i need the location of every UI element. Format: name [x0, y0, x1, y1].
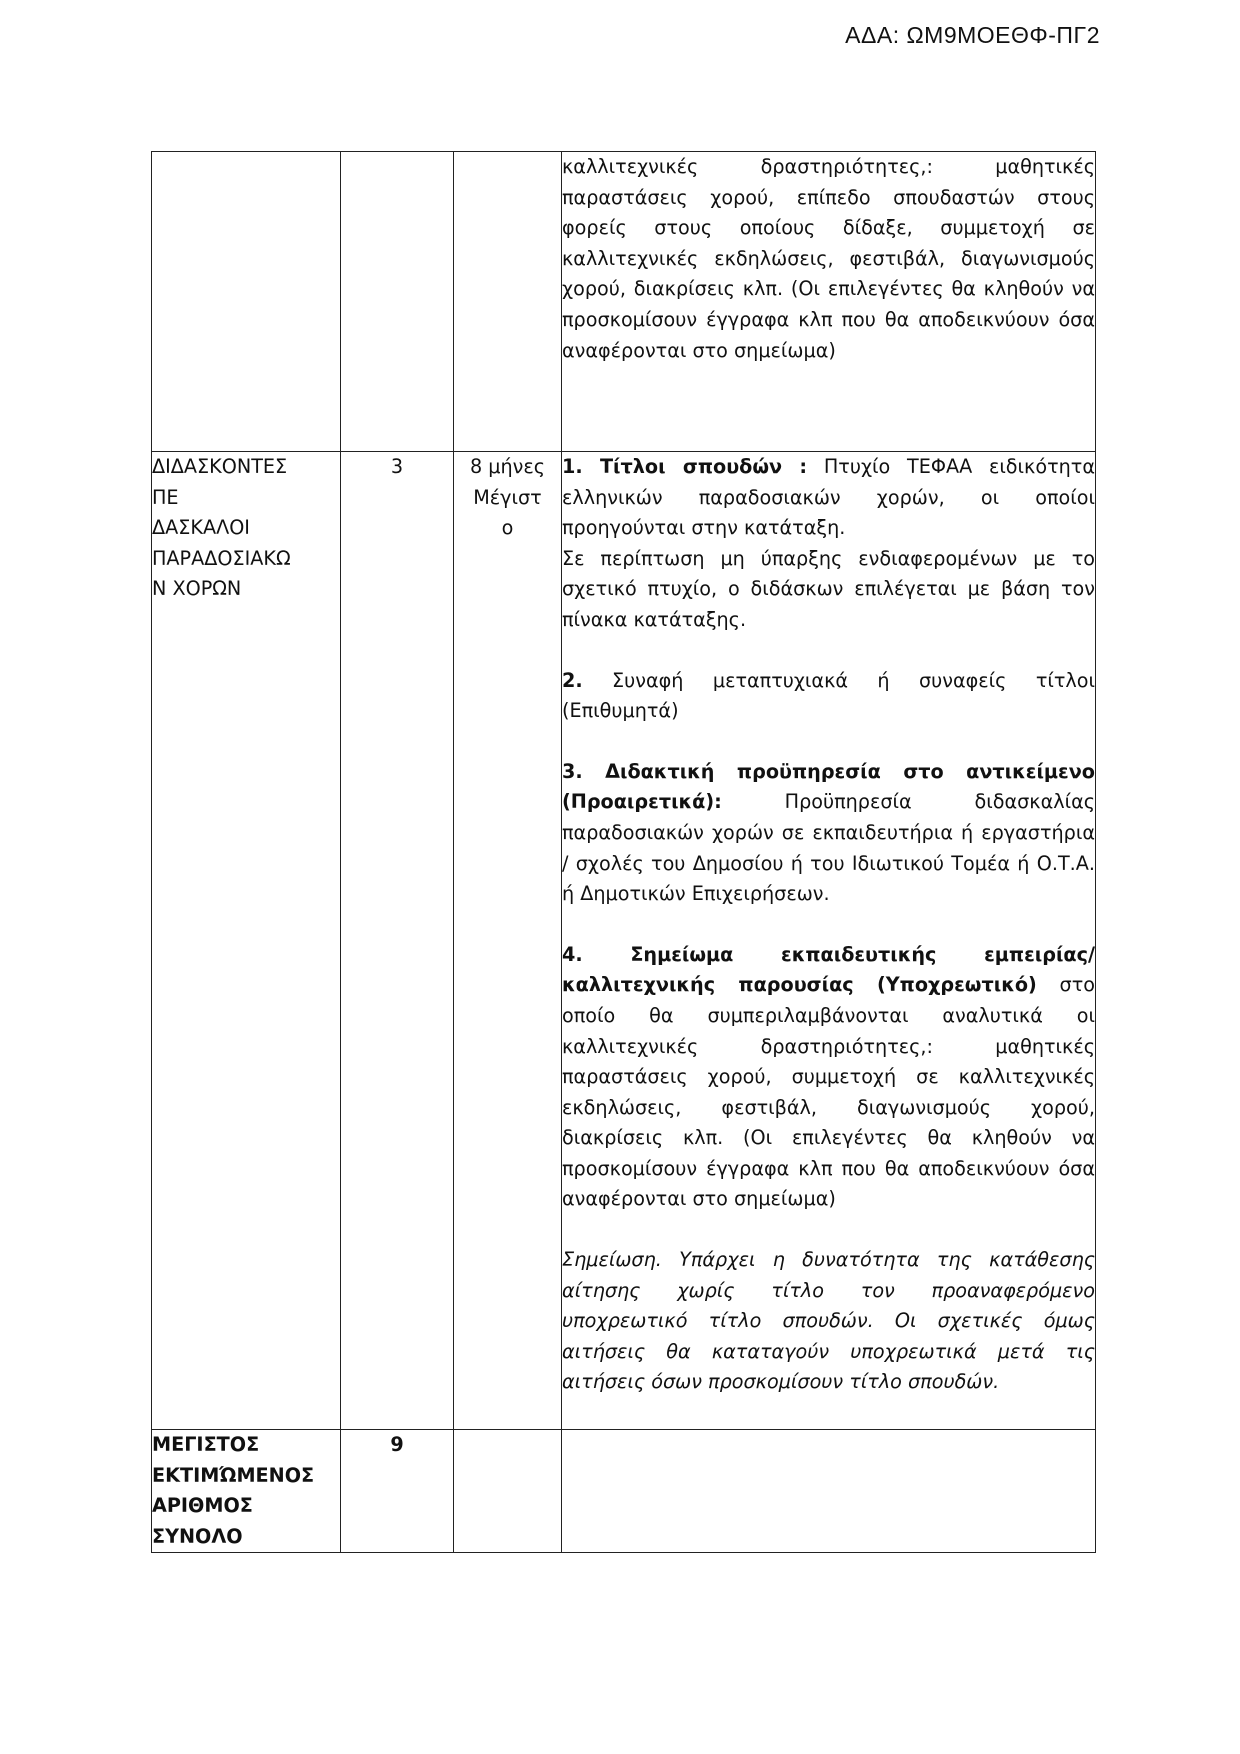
- table-row-teachers: [152, 452, 1096, 1430]
- total-label-cell: [152, 1430, 341, 1553]
- duration-cell: [454, 152, 562, 452]
- requirement-4: [562, 940, 1095, 1215]
- category-cell: [152, 152, 341, 452]
- requirements-cell: [562, 1430, 1096, 1553]
- requirement-1-extra: Σε περίπτωση μη ύπαρξης ενδιαφερομένων με το σχετικό πτυχίο, ο διδάσκων επιλέγεται με βάση τον πίνακα κατάταξης.: [562, 546, 1095, 631]
- total-label-line: ΑΡΙΘΜΟΣ: [152, 1494, 253, 1518]
- positions-table: [151, 151, 1096, 1553]
- total-label-line: ΕΚΤΙΜΏΜΕΝΟΣ: [152, 1463, 315, 1487]
- continuation-text: καλλιτεχνικές δραστηριότητες,: μαθητικές παραστάσεις χορού, επίπεδο σπουδαστών στους φορείς στους οποίους δίδαξε, συμμετοχή σε καλλιτεχνικές εκδηλώσεις, φεστιβάλ, διαγωνισμούς χορού, διακρίσεις κλπ. (Οι επιλεγέντες θα κληθούν να προσκομίσουν έγγραφα κλπ που θα αποδεικνύουν όσα αναφέρονται στο σημείωμα): [562, 155, 1095, 362]
- note-text: Σημείωση. Υπάρχει η δυνατότητα της κατάθεσης αίτησης χωρίς τίτλο τον προαναφερόμενο υποχρεωτικό τίτλο σπουδών. Οι σχετικές όμως αιτήσεις θα καταταγούν υποχρεωτικά μετά τις αιτήσεις όσων προσκομίσουν τίτλο σπουδών.: [562, 1248, 1095, 1394]
- duration-cell: [454, 1430, 562, 1553]
- requirement-1: [562, 452, 1095, 544]
- category-line: ΔΙΔΑΣΚΟΝΤΕΣ: [152, 455, 288, 478]
- category-line: ΔΑΣΚΑΛΟΙ: [152, 516, 250, 540]
- duration-line: Μέγιστ: [473, 485, 542, 509]
- table-row-continuation: [152, 152, 1096, 452]
- category-line: Ν ΧΟΡΩΝ: [152, 577, 242, 601]
- category-cell: [152, 452, 341, 1430]
- duration-line: ο: [501, 516, 514, 540]
- requirement-4-text: στο οποίο θα συμπεριλαμβάνονται αναλυτικά οι καλλιτεχνικές δραστηριότητες,: μαθητικές παραστάσεις χορού, συμμετοχή σε καλλιτεχνικές εκδηλώσεις, φεστιβάλ, διαγωνισμούς χορού, διακρίσεις κλπ. (Οι επιλεγέντες θα κληθούν να προσκομίσουν έγγραφα κλπ που θα αποδεικνύουν όσα αναφέρονται στο σημείωμα): [562, 973, 1095, 1211]
- total-label-line: ΣΥΝΟΛΟ: [152, 1524, 243, 1548]
- category-line: ΠΕ: [152, 485, 179, 509]
- table-row-total: [152, 1430, 1096, 1553]
- requirement-1-title: 1. Τίτλοι σπουδών :: [562, 455, 808, 478]
- requirement-4-title: 4. Σημείωμα εκπαιδευτικής εμπειρίας/ καλλιτεχνικής παρουσίας (Υποχρεωτικό): [562, 942, 1095, 997]
- total-label-line: ΜΕΓΙΣΤΟΣ: [152, 1433, 260, 1456]
- requirement-1-text: Πτυχίο ΤΕΦΑΑ ειδικότητα ελληνικών παραδοσιακών χορών, οι οποίοι προηγούνται στην κατάταξη.: [562, 455, 1096, 540]
- ada-code: ΑΔΑ: ΩΜ9ΜΟΕΘΦ-ΠΓ2: [845, 22, 1100, 48]
- count-cell: [341, 152, 454, 452]
- requirement-2-number: 2.: [562, 668, 583, 692]
- requirements-cell: [562, 452, 1096, 1430]
- count-cell: [341, 452, 454, 1430]
- total-count-cell: [341, 1430, 454, 1553]
- requirement-3-text: Προϋπηρεσία διδασκαλίας παραδοσιακών χορών σε εκπαιδευτήρια ή εργαστήρια / σχολές του Δημοσίου ή του Ιδιωτικού Τομέα ή Ο.Τ.Α. ή Δημοτικών Επιχειρήσεων.: [562, 790, 1095, 906]
- requirement-3-title: 3. Διδακτική προϋπηρεσία στο αντικείμενο (Προαιρετικά):: [562, 759, 1095, 814]
- requirement-2: [562, 666, 1095, 727]
- requirement-3: [562, 757, 1095, 910]
- requirement-2-text: Συναφή μεταπτυχιακά ή συναφείς τίτλοι (Επιθυμητά): [562, 668, 1095, 723]
- duration-line: 8 μήνες: [469, 455, 546, 478]
- duration-cell: [454, 452, 562, 1430]
- count-value: 3: [390, 455, 404, 478]
- total-count-value: 9: [390, 1433, 404, 1456]
- requirements-cell: [562, 152, 1096, 452]
- category-line: ΠΑΡΑΔΟΣΙΑΚΩ: [152, 546, 291, 570]
